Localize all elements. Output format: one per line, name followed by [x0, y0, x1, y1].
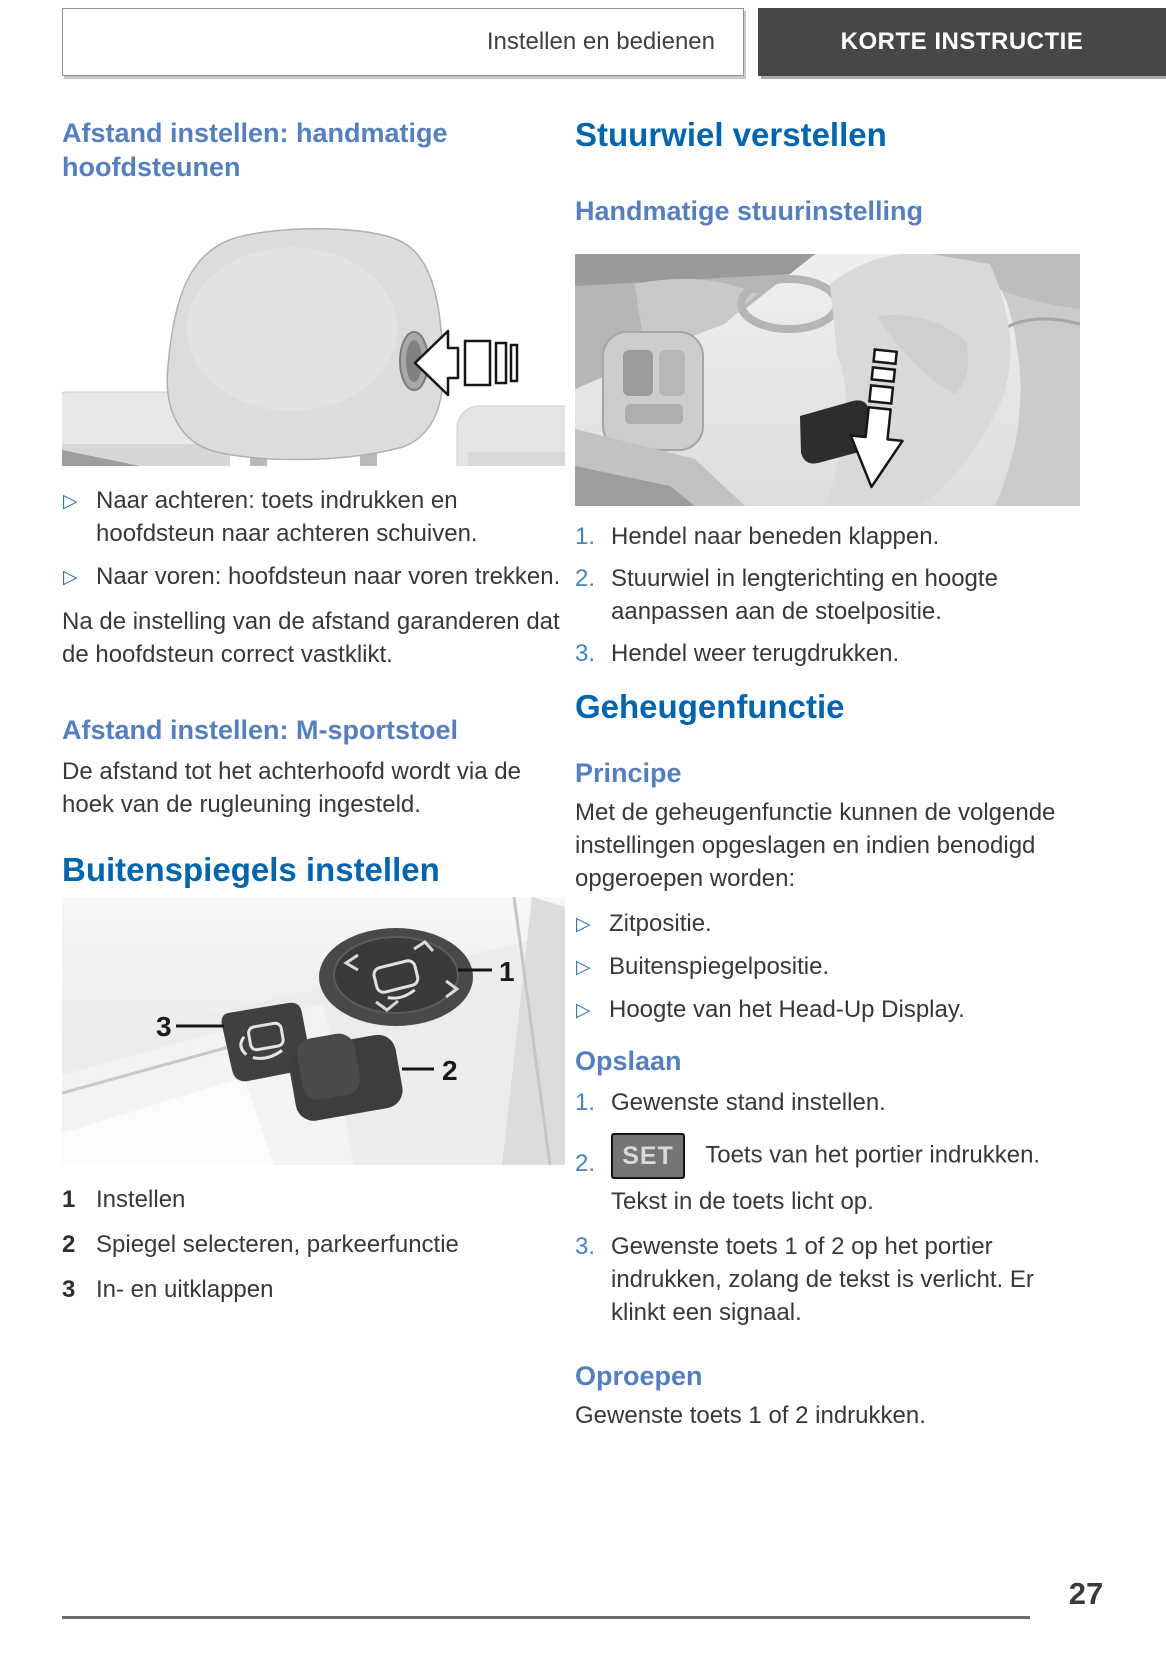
svg-text:1: 1: [499, 956, 515, 987]
step-item: [575, 1086, 1080, 1119]
legend-label: Spiegel selecteren, parkeerfunctie: [96, 1231, 459, 1258]
legend-number: 2: [62, 1231, 76, 1258]
heading-principe: Principe: [575, 758, 682, 788]
step-number: 3.: [575, 640, 596, 667]
footer-rule: [62, 1616, 1030, 1619]
set-button: SET: [611, 1133, 685, 1179]
bullet-item: [62, 560, 565, 593]
bullet-item: [62, 484, 565, 550]
step-text: Hendel weer terugdrukken.: [611, 640, 900, 667]
bullet-text: Buitenspiegelpositie.: [609, 953, 830, 980]
m-sportstoel-body: De afstand tot het achterhoofd wordt via de hoek van de rugleuning ingesteld.: [62, 758, 521, 818]
bullet-item: [575, 950, 1080, 983]
header-breadcrumb: Instellen en bedienen: [486, 28, 715, 55]
step-text: Stuurwiel in lengterichting en hoogte aanpassen aan de stoelpositie.: [611, 565, 998, 625]
heading-m-sportstoel: Afstand instellen: M-sportstoel: [62, 715, 459, 745]
heading-headrest-manual: Afstand instellen: handmatige hoofdsteunen: [62, 118, 448, 182]
right-column: [575, 110, 1080, 1432]
heading-oproepen: Oproepen: [575, 1361, 703, 1391]
heading-opslaan: Opslaan: [575, 1046, 682, 1076]
steering-steps: [575, 520, 1080, 670]
legend-label: In- en uitklappen: [96, 1276, 274, 1303]
legend-number: 1: [62, 1186, 76, 1213]
header-chapter-label: KORTE INSTRUCTIE: [840, 28, 1084, 55]
step-number: 3.: [575, 1233, 596, 1260]
step-number: 2.: [575, 1150, 596, 1177]
step-item-set: [575, 1133, 1080, 1218]
step-number: 2.: [575, 565, 596, 592]
step-text: Toets van het portier indrukken.: [705, 1141, 1041, 1169]
bullet-item: [575, 907, 1080, 940]
triangle-bullet-icon: ▷: [63, 491, 78, 512]
page-number: 27: [1068, 1576, 1104, 1611]
bullet-text: Naar voren: hoofdsteun naar voren trekken.: [96, 563, 561, 590]
oproepen-body: Gewenste toets 1 of 2 indrukken.: [575, 1402, 926, 1429]
step-item: [575, 637, 1080, 670]
memory-bullet-list: [575, 907, 1080, 1026]
figure-steering-column: [575, 254, 1080, 506]
figure-mirror-controls: [62, 897, 565, 1165]
legend-item: [62, 1273, 565, 1306]
legend-label: Instellen: [96, 1186, 186, 1213]
principe-body: Met de geheugenfunctie kunnen de volgende instellingen opgeslagen en indien benodigd opgeroepen worden:: [575, 799, 1056, 892]
heading-buitenspiegels: Buitenspiegels instellen: [62, 851, 440, 888]
heading-geheugenfunctie: Geheugenfunctie: [575, 688, 845, 725]
step-number: 1.: [575, 1089, 596, 1116]
triangle-bullet-icon: ▷: [576, 914, 591, 935]
steering-column-illustration: [575, 254, 1080, 506]
step-item: [575, 1230, 1080, 1329]
bullet-text: Zitpositie.: [609, 910, 712, 937]
legend-number: 3: [62, 1276, 76, 1303]
header-chapter-tab: [758, 8, 1166, 76]
step-text-line2: Tekst in de toets licht op.: [611, 1188, 874, 1215]
left-column: [62, 110, 565, 1318]
mirror-legend: [62, 1183, 565, 1306]
svg-text:2: 2: [442, 1055, 458, 1086]
mirror-adjust-joystick: [319, 928, 473, 1026]
legend-item: [62, 1228, 565, 1261]
bullet-item: [575, 993, 1080, 1026]
legend-item: [62, 1183, 565, 1216]
header-section-box: [62, 8, 744, 76]
bullet-text: Naar achteren: toets indrukken en hoofdsteun naar achteren schuiven.: [96, 487, 478, 547]
svg-text:3: 3: [156, 1011, 172, 1042]
headrest-bullet-list: [62, 484, 565, 593]
headrest-illustration: [62, 214, 565, 466]
heading-stuurwiel: Stuurwiel verstellen: [575, 116, 887, 153]
opslaan-steps: [575, 1086, 1080, 1329]
figure-headrest: [62, 214, 565, 466]
heading-handmatige-stuurinstelling: Handmatige stuurinstelling: [575, 196, 924, 226]
mirror-controls-illustration: [62, 897, 565, 1165]
step-text: Gewenste stand instellen.: [611, 1089, 886, 1116]
step-item: [575, 520, 1080, 553]
triangle-bullet-icon: ▷: [63, 567, 78, 588]
step-text: Hendel naar beneden klappen.: [611, 523, 940, 550]
triangle-bullet-icon: ▷: [576, 957, 591, 978]
step-text: Gewenste toets 1 of 2 op het portier indrukken, zolang de tekst is verlicht. Er klinkt een signaal.: [611, 1233, 1034, 1326]
step-number: 1.: [575, 523, 596, 550]
headrest-note: Na de instelling van de afstand garanderen dat de hoofdsteun correct vastklikt.: [62, 608, 560, 668]
triangle-bullet-icon: ▷: [576, 1000, 591, 1021]
step-item: [575, 562, 1080, 628]
bullet-text: Hoogte van het Head-Up Display.: [609, 996, 965, 1023]
